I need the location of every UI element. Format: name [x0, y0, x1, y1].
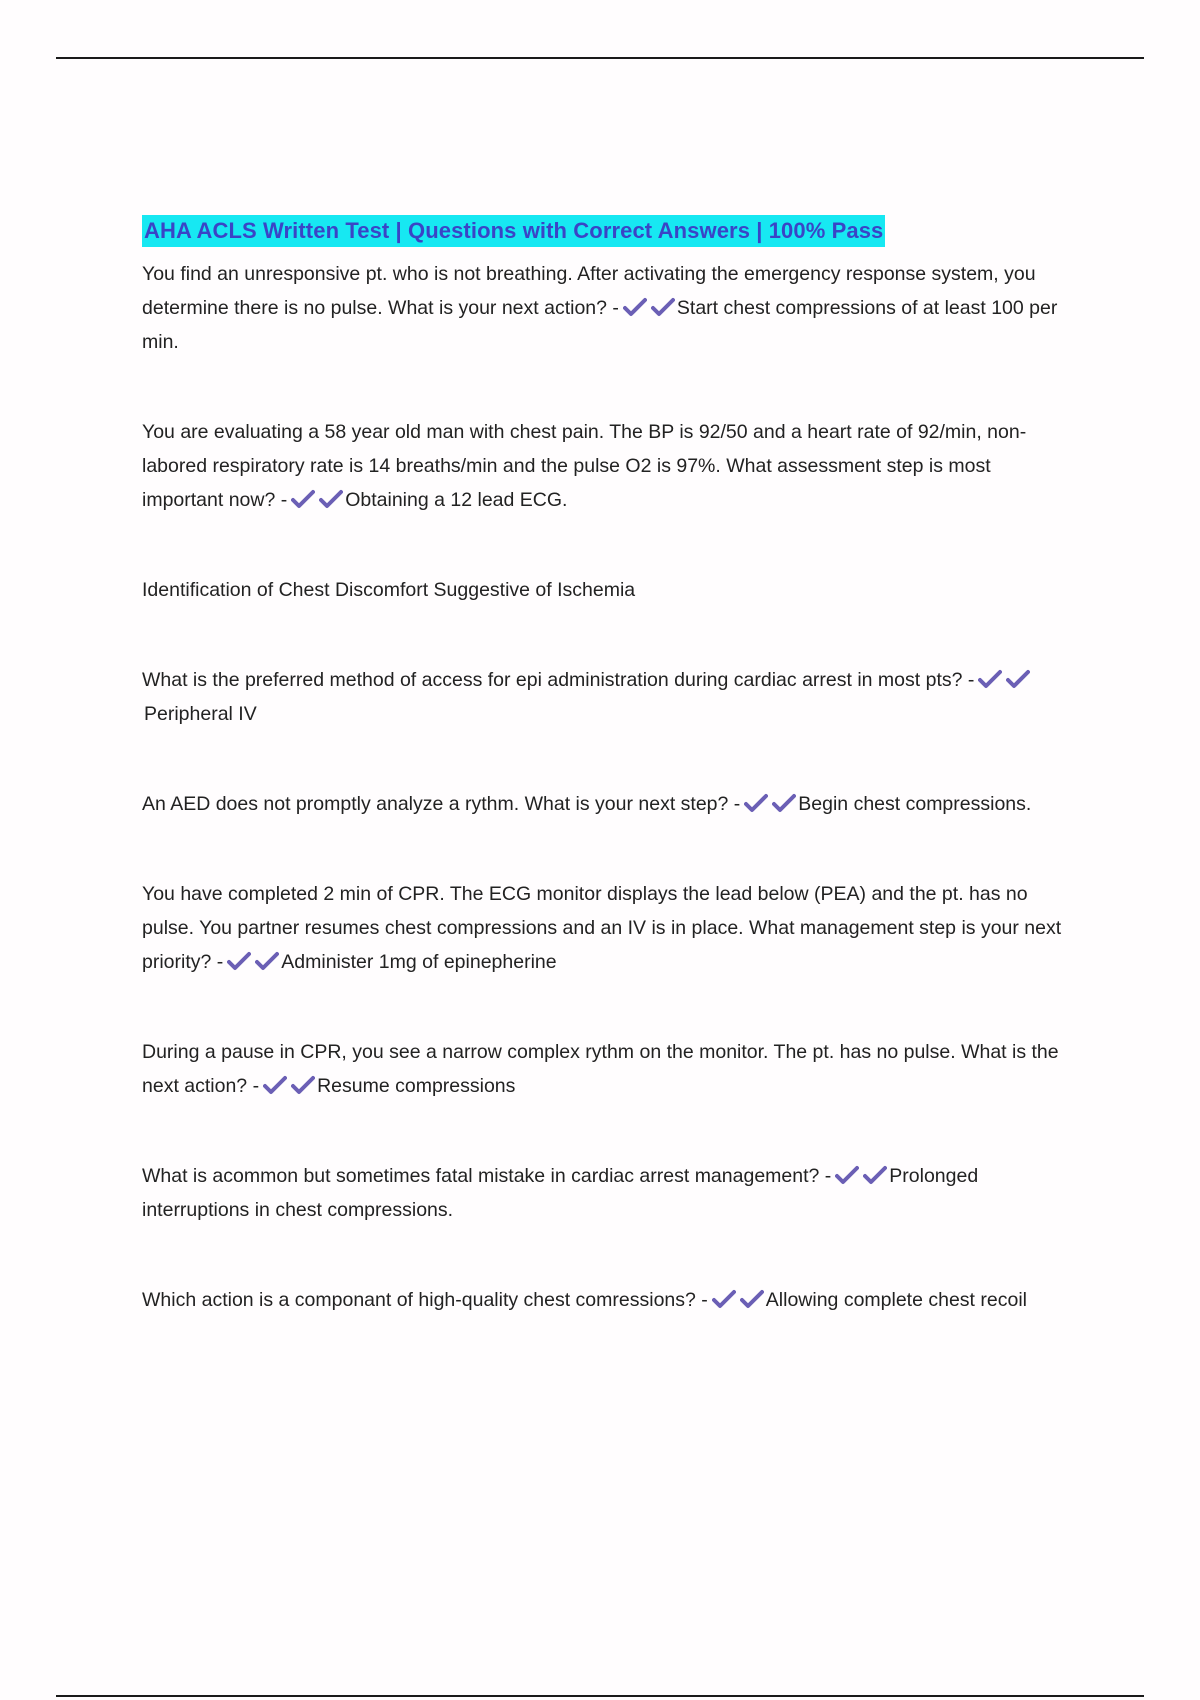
- qa-item: [142, 1159, 1072, 1227]
- question-text: During a pause in CPR, you see a narrow complex rythm on the monitor. The pt. has no pulse. What is the next action? -: [142, 1041, 1059, 1097]
- answer-text: Peripheral IV: [144, 703, 257, 725]
- qa-item: [142, 787, 1072, 821]
- qa-item: [142, 1035, 1072, 1103]
- checkmark-icon: [740, 1289, 764, 1309]
- header-rule: [56, 57, 1144, 59]
- answer-text: Start chest compressions of at least 100 per min.: [142, 297, 1058, 353]
- checkmark-icon: [623, 297, 647, 317]
- answer-text: Allowing complete chest recoil: [765, 1289, 1027, 1311]
- question-text: You are evaluating a 58 year old man with chest pain. The BP is 92/50 and a heart rate of 92/min, non-labored respiratory rate is 14 breaths/min and the pulse O2 is 97%. What assessment step is most important now? -: [142, 421, 1027, 511]
- question-text: Identification of Chest Discomfort Suggestive of Ischemia: [142, 579, 636, 601]
- qa-item: [142, 1283, 1072, 1317]
- qa-item: [142, 257, 1072, 359]
- checkmark-icon: [744, 793, 768, 813]
- question-text: What is the preferred method of access for epi administration during cardiac arrest in most pts? -: [142, 669, 975, 691]
- answer-text: Prolonged interruptions in chest compressions.: [142, 1165, 979, 1221]
- document-title: AHA ACLS Written Test | Questions with Correct Answers | 100% Pass: [142, 215, 885, 247]
- answer-text: Administer 1mg of epinepherine: [281, 951, 557, 973]
- checkmark-icon: [651, 297, 675, 317]
- question-text: What is acommon but sometimes fatal mistake in cardiac arrest management? -: [142, 1165, 832, 1187]
- qa-item: [142, 573, 1072, 607]
- checkmark-icon: [263, 1075, 287, 1095]
- checkmark-icon: [319, 489, 343, 509]
- checkmark-icon: [712, 1289, 736, 1309]
- qa-item: [142, 415, 1072, 517]
- checkmark-icon: [978, 669, 1002, 689]
- question-text: An AED does not promptly analyze a rythm. What is your next step? -: [142, 793, 741, 815]
- checkmark-icon: [863, 1165, 887, 1185]
- answer-text: Resume compressions: [317, 1075, 516, 1097]
- answer-text: Obtaining a 12 lead ECG.: [345, 489, 568, 511]
- checkmark-icon: [227, 951, 251, 971]
- question-text: You have completed 2 min of CPR. The ECG monitor displays the lead below (PEA) and the pt. has no pulse. You partner resumes chest compressions and an IV is in place. What management step is your next priority? -: [142, 883, 1062, 973]
- checkmark-icon: [255, 951, 279, 971]
- answer-text: Begin chest compressions.: [798, 793, 1032, 815]
- question-text: You find an unresponsive pt. who is not breathing. After activating the emergency response system, you determine there is no pulse. What is your next action? -: [142, 263, 1036, 319]
- checkmark-icon: [835, 1165, 859, 1185]
- document-body: [142, 215, 1072, 1317]
- qa-item: [142, 877, 1072, 979]
- checkmark-icon: [291, 489, 315, 509]
- checkmark-icon: [772, 793, 796, 813]
- checkmark-icon: [291, 1075, 315, 1095]
- footer-rule: [56, 1695, 1144, 1697]
- qa-item: [142, 663, 1072, 731]
- checkmark-icon: [1006, 669, 1030, 689]
- question-text: Which action is a componant of high-quality chest comressions? -: [142, 1289, 708, 1311]
- qa-list: [142, 257, 1072, 1317]
